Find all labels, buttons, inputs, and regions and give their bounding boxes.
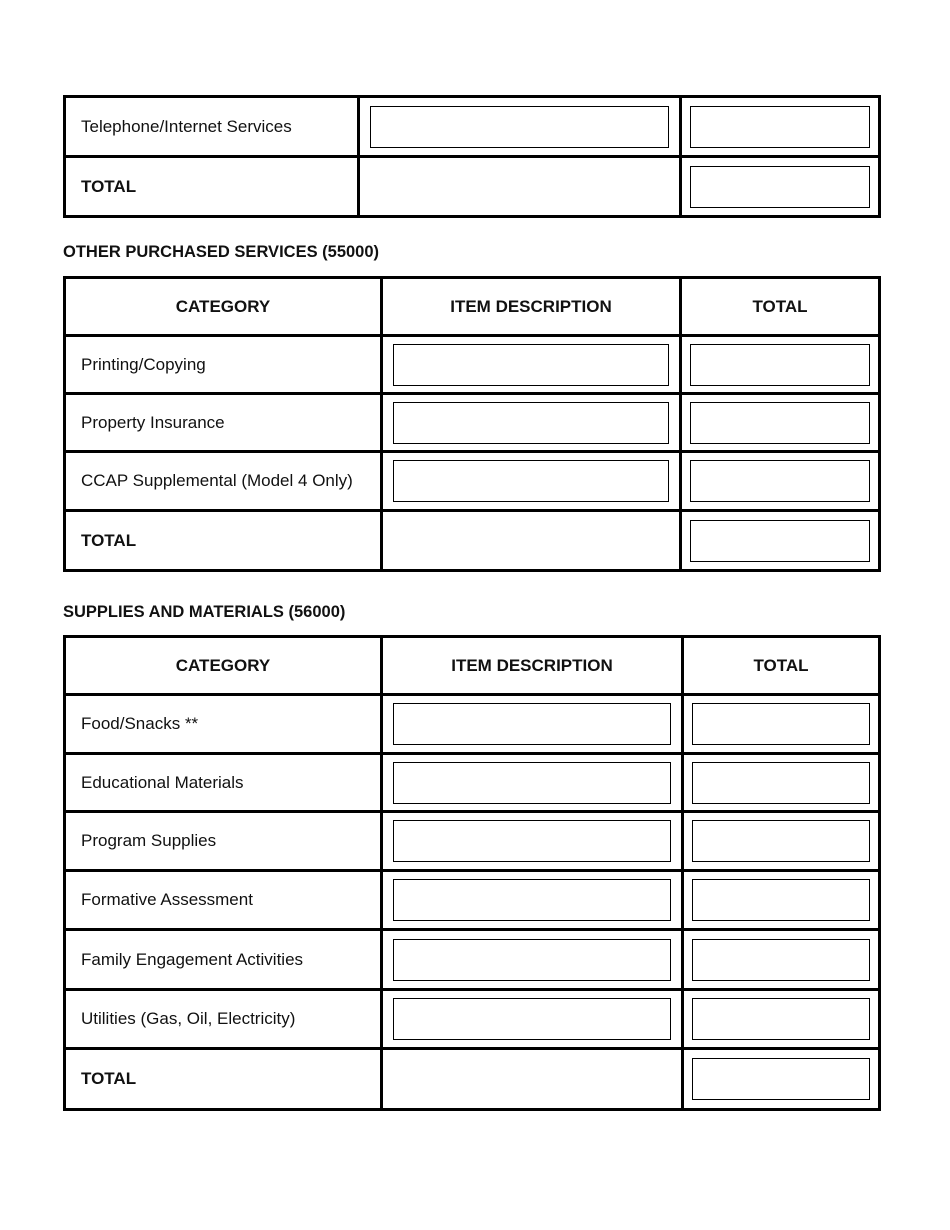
item-description-cell bbox=[382, 336, 681, 394]
item-description-cell bbox=[382, 930, 683, 990]
header-row bbox=[65, 637, 880, 695]
category-cell: Program Supplies bbox=[65, 812, 382, 871]
total-cell bbox=[681, 394, 880, 452]
educational-materials-description-input[interactable] bbox=[393, 762, 671, 804]
item-description-cell bbox=[382, 394, 681, 452]
item-description-cell bbox=[382, 695, 683, 754]
family-engagement-description-input[interactable] bbox=[393, 939, 671, 981]
telephone-internet-total-input[interactable] bbox=[690, 106, 870, 148]
utilities-total-input[interactable] bbox=[692, 998, 870, 1040]
formative-assessment-description-input[interactable] bbox=[393, 879, 671, 921]
category-cell: CCAP Supplemental (Model 4 Only) bbox=[65, 452, 382, 511]
category-cell: Food/Snacks ** bbox=[65, 695, 382, 754]
total-label: TOTAL bbox=[65, 511, 382, 571]
table-row bbox=[65, 871, 880, 930]
table-row bbox=[65, 754, 880, 812]
program-supplies-total-input[interactable] bbox=[692, 820, 870, 862]
item-description-cell bbox=[382, 452, 681, 511]
item-description-cell bbox=[382, 990, 683, 1049]
total-cell bbox=[681, 157, 880, 217]
column-header-total: TOTAL bbox=[683, 637, 880, 695]
other-purchased-services-total-input[interactable] bbox=[690, 520, 870, 562]
printing-copying-total-input[interactable] bbox=[690, 344, 870, 386]
supplies-and-materials-table bbox=[63, 635, 881, 1111]
total-cell bbox=[683, 754, 880, 812]
ccap-supplemental-description-input[interactable] bbox=[393, 460, 669, 502]
header-row bbox=[65, 278, 880, 336]
table-row bbox=[65, 812, 880, 871]
item-description-cell bbox=[382, 754, 683, 812]
total-cell bbox=[683, 1049, 880, 1110]
total-cell bbox=[681, 336, 880, 394]
category-cell: Family Engagement Activities bbox=[65, 930, 382, 990]
utilities-description-input[interactable] bbox=[393, 998, 671, 1040]
category-cell: Property Insurance bbox=[65, 394, 382, 452]
column-header-item-description: ITEM DESCRIPTION bbox=[382, 278, 681, 336]
total-cell bbox=[681, 452, 880, 511]
telecom-grand-total-input[interactable] bbox=[690, 166, 870, 208]
table-row bbox=[65, 336, 880, 394]
educational-materials-total-input[interactable] bbox=[692, 762, 870, 804]
property-insurance-total-input[interactable] bbox=[690, 402, 870, 444]
table-row bbox=[65, 930, 880, 990]
total-cell bbox=[683, 930, 880, 990]
ccap-supplemental-total-input[interactable] bbox=[690, 460, 870, 502]
total-cell bbox=[681, 511, 880, 571]
total-label: TOTAL bbox=[65, 1049, 382, 1110]
total-cell bbox=[681, 97, 880, 157]
table-row bbox=[65, 695, 880, 754]
category-cell: Formative Assessment bbox=[65, 871, 382, 930]
column-header-category: CATEGORY bbox=[65, 637, 382, 695]
supplies-and-materials-total-input[interactable] bbox=[692, 1058, 870, 1100]
telephone-internet-description-input[interactable] bbox=[370, 106, 669, 148]
total-cell bbox=[683, 812, 880, 871]
total-cell bbox=[683, 695, 880, 754]
column-header-category: CATEGORY bbox=[65, 278, 382, 336]
category-cell: Printing/Copying bbox=[65, 336, 382, 394]
column-header-total: TOTAL bbox=[681, 278, 880, 336]
total-label: TOTAL bbox=[65, 157, 359, 217]
program-supplies-description-input[interactable] bbox=[393, 820, 671, 862]
section-title-55000: OTHER PURCHASED SERVICES (55000) bbox=[63, 243, 380, 261]
family-engagement-total-input[interactable] bbox=[692, 939, 870, 981]
food-snacks-total-input[interactable] bbox=[692, 703, 870, 745]
total-cell bbox=[683, 871, 880, 930]
table-row bbox=[65, 394, 880, 452]
category-cell: Utilities (Gas, Oil, Electricity) bbox=[65, 990, 382, 1049]
empty-cell bbox=[382, 511, 681, 571]
item-description-cell bbox=[359, 97, 681, 157]
empty-cell bbox=[382, 1049, 683, 1110]
section-title-56000: SUPPLIES AND MATERIALS (56000) bbox=[63, 603, 346, 621]
formative-assessment-total-input[interactable] bbox=[692, 879, 870, 921]
total-cell bbox=[683, 990, 880, 1049]
table-row bbox=[65, 452, 880, 511]
table-row bbox=[65, 97, 880, 157]
category-cell: Educational Materials bbox=[65, 754, 382, 812]
column-header-item-description: ITEM DESCRIPTION bbox=[382, 637, 683, 695]
category-cell: Telephone/Internet Services bbox=[65, 97, 359, 157]
item-description-cell bbox=[382, 871, 683, 930]
item-description-cell bbox=[382, 812, 683, 871]
food-snacks-description-input[interactable] bbox=[393, 703, 671, 745]
property-insurance-description-input[interactable] bbox=[393, 402, 669, 444]
other-purchased-services-table bbox=[63, 276, 881, 572]
telecom-table bbox=[63, 95, 881, 218]
empty-cell bbox=[359, 157, 681, 217]
printing-copying-description-input[interactable] bbox=[393, 344, 669, 386]
table-row bbox=[65, 990, 880, 1049]
total-row bbox=[65, 157, 880, 217]
total-row bbox=[65, 511, 880, 571]
total-row bbox=[65, 1049, 880, 1110]
